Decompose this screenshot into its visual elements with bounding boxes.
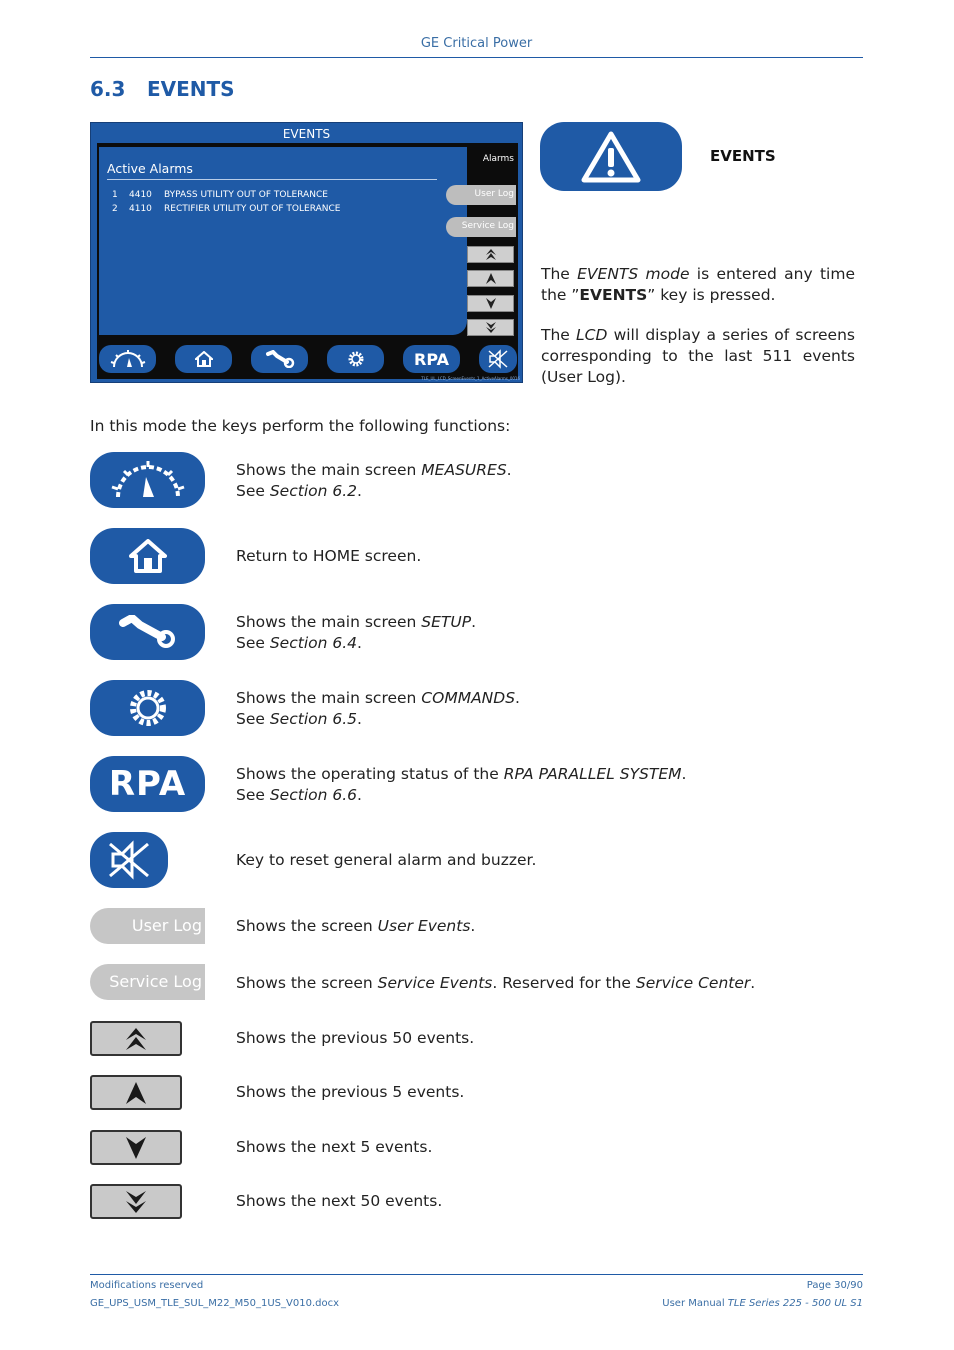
setup-description: Shows the main screen SETUP. See Section 6.4. xyxy=(236,613,477,652)
wrench-icon xyxy=(118,615,178,649)
lcd-rpa-key[interactable]: RPA xyxy=(403,345,460,373)
double-down-arrow-icon xyxy=(125,1191,147,1213)
gear-icon xyxy=(127,687,169,729)
prev-5-key xyxy=(90,1075,182,1110)
events-key xyxy=(540,122,682,191)
section-heading: EVENTS xyxy=(147,77,235,101)
footer-page-number: Page 30/90 xyxy=(806,1280,863,1291)
header-title: Critical Power xyxy=(443,36,533,51)
lcd-next-50-button[interactable] xyxy=(467,319,514,336)
lcd-screenshot xyxy=(90,122,523,383)
warning-icon xyxy=(580,130,642,184)
lcd-prev-50-button[interactable] xyxy=(467,246,514,263)
gauge-icon xyxy=(110,459,186,501)
home-key xyxy=(90,528,205,584)
home-description: Return to HOME screen. xyxy=(236,547,422,565)
service-log-key: Service Log xyxy=(90,964,205,1000)
lcd-display xyxy=(97,143,518,379)
down-arrow-icon xyxy=(125,1137,147,1159)
lcd-setup-key[interactable] xyxy=(251,345,308,373)
gauge-icon xyxy=(110,349,146,369)
wrench-icon xyxy=(265,350,295,368)
prev-50-description: Shows the previous 50 events. xyxy=(236,1029,475,1047)
next-5-key xyxy=(90,1130,182,1165)
commands-description: Shows the main screen COMMANDS. See Section 6.5. xyxy=(236,689,520,728)
lcd-commands-key[interactable] xyxy=(327,345,384,373)
events-mode-paragraph: The EVENTS mode is entered any time the ”EVENTS” key is pressed. xyxy=(541,265,855,304)
prev-5-description: Shows the previous 5 events. xyxy=(236,1083,465,1101)
lcd-panel-title: Active Alarms xyxy=(107,161,193,176)
alarm-mute-icon xyxy=(105,840,153,880)
lcd-user-log-button[interactable]: User Log xyxy=(446,185,516,205)
rpa-key: RPA xyxy=(90,756,205,812)
reset-description: Key to reset general alarm and buzzer. xyxy=(236,851,537,869)
setup-key xyxy=(90,604,205,660)
lcd-alarms-tab[interactable]: Alarms xyxy=(482,154,514,164)
alarm-mute-icon xyxy=(486,349,510,369)
prev-50-key xyxy=(90,1021,182,1056)
measures-key xyxy=(90,452,205,508)
lcd-home-key[interactable] xyxy=(175,345,232,373)
lcd-alarm-row: 1 4410 BYPASS UTILITY OUT OF TOLERANCE xyxy=(112,190,328,200)
section-number: 6.3 xyxy=(90,77,126,101)
header-brand: GE xyxy=(420,36,440,51)
keys-intro: In this mode the keys perform the following functions: xyxy=(90,417,511,435)
user-log-description: Shows the screen User Events. xyxy=(236,917,476,935)
lcd-display-paragraph: The LCD will display a series of screens corresponding to the last 511 events (User Log). xyxy=(541,326,855,386)
lcd-alarm-panel xyxy=(99,147,467,335)
rpa-description: Shows the operating status of the RPA PARALLEL SYSTEM. See Section 6.6. xyxy=(236,765,687,804)
lcd-caption: TLE_UL_LCD_ScreenEvents_1_ActiveAlarms_0016 xyxy=(421,376,520,381)
lcd-service-log-button[interactable]: Service Log xyxy=(446,217,516,237)
lcd-prev-5-button[interactable] xyxy=(467,270,514,287)
lcd-panel-divider xyxy=(107,179,437,180)
double-up-arrow-icon xyxy=(485,249,497,260)
lcd-next-5-button[interactable] xyxy=(467,295,514,312)
up-arrow-icon xyxy=(485,273,497,284)
events-key-label: EVENTS xyxy=(710,147,776,165)
gear-icon xyxy=(346,349,366,369)
lcd-measures-key[interactable] xyxy=(99,345,156,373)
section-title xyxy=(90,77,235,101)
home-icon xyxy=(195,351,213,367)
home-icon xyxy=(129,539,167,573)
header-divider xyxy=(90,57,863,58)
next-50-description: Shows the next 50 events. xyxy=(236,1192,443,1210)
next-50-key xyxy=(90,1184,182,1219)
reset-key xyxy=(90,832,168,888)
lcd-reset-key[interactable] xyxy=(479,345,517,373)
down-arrow-icon xyxy=(485,298,497,309)
double-down-arrow-icon xyxy=(485,322,497,333)
commands-key xyxy=(90,680,205,736)
up-arrow-icon xyxy=(125,1082,147,1104)
double-up-arrow-icon xyxy=(125,1028,147,1050)
footer-manual-title: User Manual TLE Series 225 - 500 UL S1 xyxy=(662,1298,863,1309)
lcd-alarm-row: 2 4110 RECTIFIER UTILITY OUT OF TOLERANCE xyxy=(112,204,341,214)
next-5-description: Shows the next 5 events. xyxy=(236,1138,433,1156)
measures-description: Shows the main screen MEASURES. See Section 6.2. xyxy=(236,461,512,500)
footer-divider xyxy=(90,1274,863,1275)
page-header xyxy=(90,36,863,51)
footer-document-name: GE_UPS_USM_TLE_SUL_M22_M50_1US_V010.docx xyxy=(90,1298,340,1309)
user-log-key: User Log xyxy=(90,908,205,944)
service-log-description: Shows the screen Service Events. Reserved for the Service Center. xyxy=(236,974,756,992)
lcd-title: EVENTS xyxy=(282,127,331,141)
footer-modifications: Modifications reserved xyxy=(90,1280,204,1291)
